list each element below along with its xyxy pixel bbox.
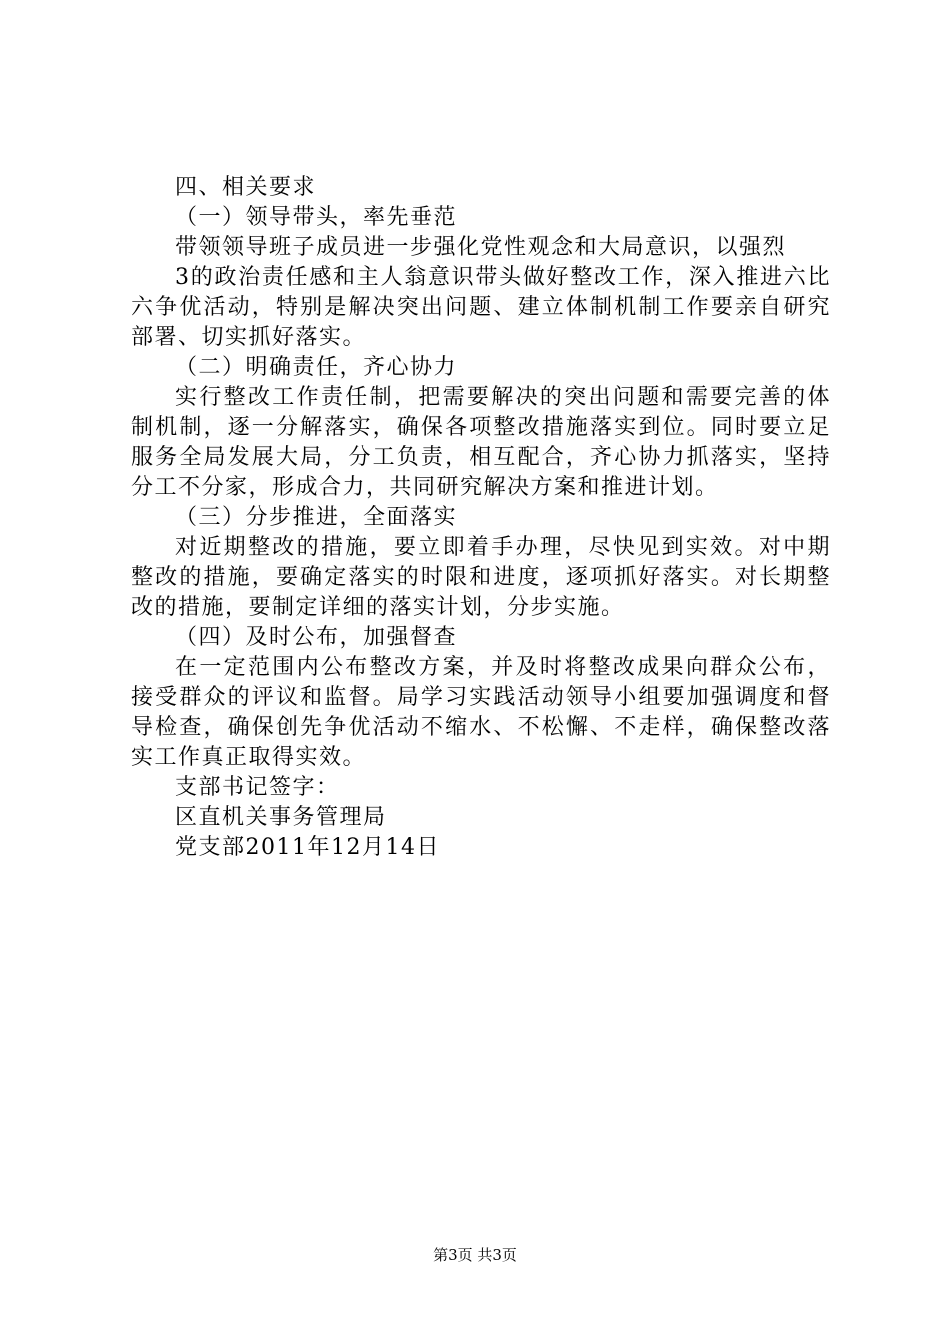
document-body [131,173,831,863]
body-paragraph: 实行整改工作责任制，把需要解决的突出问题和需要完善的体制机制，逐一分解落实，确保各项整改措施落实到位。同时要立足服务全局发展大局，分工负责，相互配合，齐心协力抓落实，坚持分工不分家，形成合力，共同研究解决方案和推进计划。 [131,385,831,500]
organization-name: 区直机关事务管理局 [175,805,387,830]
signature-line: 支部书记签字： [175,775,340,800]
section-heading: 四、相关要求 [175,175,317,200]
page-number: 第3页 共3页 [433,1246,517,1264]
subsection-heading: （一）领导带头，率先垂范 [175,205,458,230]
page-footer [0,1245,950,1265]
subsection-heading: （四）及时公布，加强督查 [175,625,458,650]
body-paragraph: 3的政治责任感和主人翁意识带头做好整改工作，深入推进六比六争优活动，特别是解决突出问题、建立体制机制工作要亲自研究部署、切实抓好落实。 [131,265,831,350]
subsection-heading: （二）明确责任，齐心协力 [175,355,458,380]
date-line: 党支部2011年12月14日 [175,835,440,860]
subsection-heading: （三）分步推进，全面落实 [175,505,458,530]
body-paragraph: 对近期整改的措施，要立即着手办理，尽快见到实效。对中期整改的措施，要确定落实的时限和进度，逐项抓好落实。对长期整改的措施，要制定详细的落实计划，分步实施。 [131,535,831,620]
body-paragraph: 在一定范围内公布整改方案，并及时将整改成果向群众公布，接受群众的评议和监督。局学习实践活动领导小组要加强调度和督导检查，确保创先争优活动不缩水、不松懈、不走样，确保整改落实工作真正取得实效。 [131,655,831,770]
body-paragraph: 带领领导班子成员进一步强化党性观念和大局意识，以强烈 [175,235,787,260]
